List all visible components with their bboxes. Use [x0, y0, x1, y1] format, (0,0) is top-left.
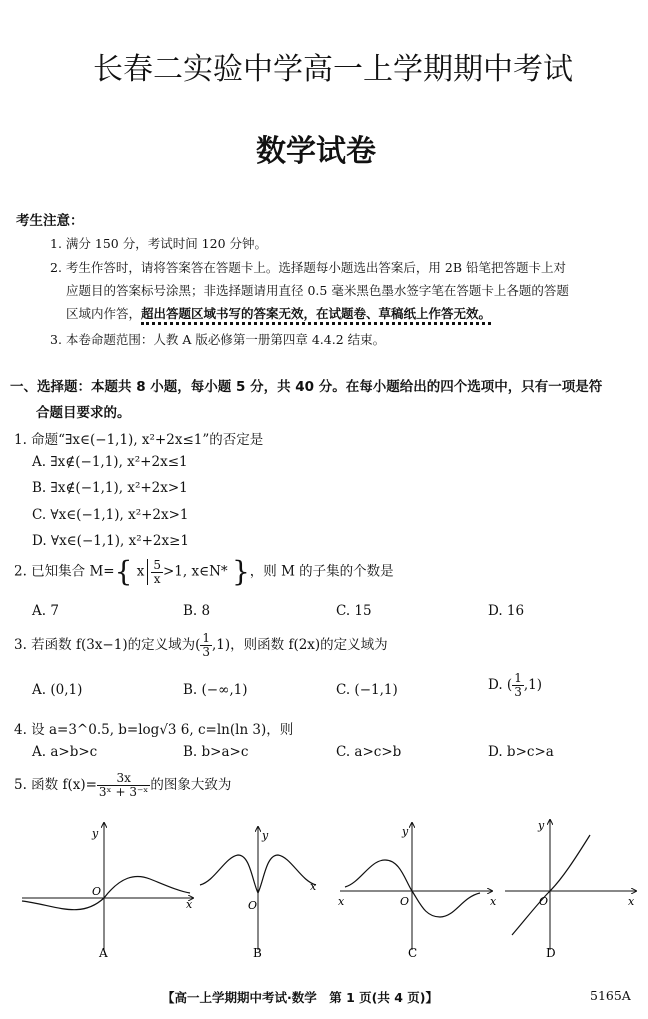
question-1-option-a: A. ∃x∉(−1,1), x²+2x≤1: [32, 454, 188, 470]
question-1-stem: 1. 命题“∃x∈(−1,1), x²+2x≤1”的否定是: [14, 432, 264, 448]
question-5-fraction: $\frac{3x}{\text{3ˣ + 3⁻ˣ}}$: [98, 771, 149, 799]
graph-c-x-label: x: [490, 895, 497, 908]
question-3-option-a: A. (0,1): [32, 682, 83, 698]
question-3-option-b: B. (−∞,1): [183, 682, 248, 698]
exam-title: 长春二实验中学高一上学期期中考试: [93, 52, 573, 87]
question-2-option-a: A. 7: [32, 603, 59, 619]
question-5-stem: 5. 函数 f(x)= $\frac{3x}{\text{3ˣ + 3⁻ˣ}}$ 的图象大致为: [14, 771, 232, 799]
graph-d-label: D: [546, 946, 556, 960]
graph-b-y-label: y: [262, 829, 269, 842]
question-1-option-d: D. ∀x∈(−1,1), x²+2x≥1: [32, 533, 190, 549]
question-2-option-c: C. 15: [336, 603, 372, 619]
question-3-stem: 3. 若函数 f(3x−1)的定义域为( $\frac{1}{3}$ ,1)，则函数 f(2x)的定义域为: [14, 631, 388, 659]
question-2-stem: [14, 555, 394, 588]
graph-d-y-label: y: [538, 819, 545, 832]
question-1-option-b: B. ∃x∉(−1,1), x²+2x>1: [32, 480, 188, 496]
graph-c-label: C: [408, 946, 418, 960]
graph-c-x-label-left: x: [338, 895, 345, 908]
question-4-option-d: D. b>c>a: [488, 744, 554, 760]
question-3-option-c: C. (−1,1): [336, 682, 398, 698]
graph-a-x-label: x: [186, 898, 193, 911]
question-4-option-b: B. b>a>c: [183, 744, 249, 760]
question-4-stem: 4. 设 a=3^0.5, b=log√3 6, c=ln(ln 3)，则: [14, 722, 294, 738]
notice-heading: 考生注意：: [16, 213, 84, 229]
graph-a-y-label: y: [92, 827, 99, 840]
graph-b-label: B: [253, 946, 262, 960]
set-variable: x: [136, 563, 145, 580]
question-2-prefix: 2. 已知集合 M=: [14, 563, 115, 580]
set-condition: >1, x∈N*: [163, 563, 228, 580]
exam-subtitle: 数学试卷: [256, 134, 376, 169]
question-3-fraction: $\frac{1}{3}$: [202, 631, 211, 659]
graph-c-origin: O: [400, 895, 410, 908]
graph-c: [338, 823, 497, 960]
section-heading-cont: 合题目要求的。: [36, 405, 131, 421]
graph-a: [22, 823, 193, 960]
question-3-option-d: D. ( $\frac{1}{3}$ ,1): [488, 671, 542, 699]
graph-b: [200, 827, 317, 960]
section-heading: 一、选择题：本题共 8 小题，每小题 5 分，共 40 分。在每小题给出的四个选项中，只有一项是符: [10, 379, 603, 395]
question-1-option-c: C. ∀x∈(−1,1), x²+2x>1: [32, 507, 189, 523]
question-2-fraction: $\frac{5}{x}$: [153, 557, 161, 586]
graph-c-y-label: y: [402, 825, 409, 838]
set-brace-open: {: [114, 555, 133, 588]
graph-a-origin: O: [92, 885, 102, 898]
question-2-option-d: D. 16: [488, 603, 525, 619]
graph-a-label: A: [99, 946, 108, 960]
graph-d: [505, 819, 636, 960]
question-3-option-d-fraction: $\frac{1}{3}$: [514, 671, 522, 699]
footer-code: 5165A: [590, 988, 631, 1003]
set-divider: [147, 559, 148, 585]
footer-page-info: 【高一上学期期中考试·数学 第 1 页(共 4 页)】: [162, 990, 438, 1005]
notice-emphasis: 超出答题区域书写的答案无效，在试题卷、草稿纸上作答无效。: [141, 306, 491, 325]
graph-a-curve: [22, 876, 190, 909]
graph-d-x-label: x: [628, 895, 635, 908]
graph-d-origin: O: [539, 895, 549, 908]
graph-options: [0, 815, 648, 965]
notice-item-2-end: [66, 304, 491, 322]
question-2-suffix: ，则 M 的子集的个数是: [249, 563, 394, 580]
notice-item-1: 1. 满分 150 分，考试时间 120 分钟。: [50, 236, 268, 251]
graph-b-x-label: x: [310, 880, 317, 893]
notice-item-2-cont: 应题目的答案标号涂黑；非选择题请用直径 0.5 毫米黑色墨水签字笔在答题卡上各题的答题: [66, 283, 569, 298]
notice-item-3: 3. 本卷命题范围：人教 A 版必修第一册第四章 4.4.2 结束。: [50, 332, 386, 347]
question-4-option-a: A. a>b>c: [32, 744, 98, 760]
graph-b-origin: O: [248, 899, 258, 912]
question-4-option-c: C. a>c>b: [336, 744, 402, 760]
question-2-option-b: B. 8: [183, 603, 211, 619]
set-brace-close: }: [231, 555, 250, 588]
notice-item-2-tail: 区域内作答，: [66, 306, 142, 321]
graph-d-curve: [512, 835, 590, 935]
notice-item-2: 2. 考生作答时，请将答案答在答题卡上。选择题每小题选出答案后，用 2B 铅笔把答题卡上对: [50, 260, 566, 275]
